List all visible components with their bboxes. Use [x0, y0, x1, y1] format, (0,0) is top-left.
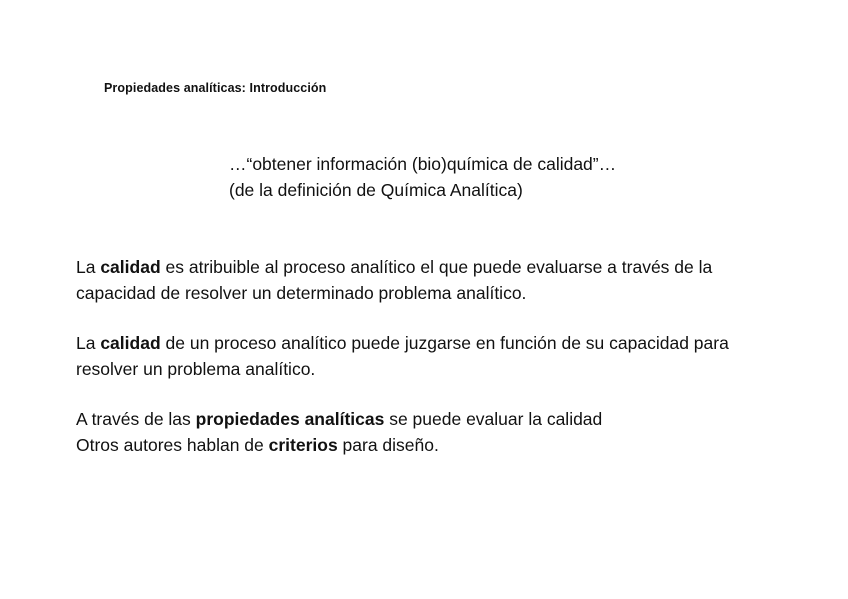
quote-text: …“obtener información (bio)química de calidad”… [229, 154, 617, 174]
paragraph-line: resolver un problema analítico. [76, 359, 316, 379]
text-span: es atribuible al proceso analítico el que puede evaluarse a través de la [160, 257, 713, 277]
text-span: se puede evaluar la calidad [384, 409, 603, 429]
body-text [76, 254, 816, 482]
paragraph-quality-judgement [76, 330, 816, 382]
paragraph-line [76, 254, 816, 280]
bold-term-criterios: criterios [268, 435, 338, 455]
text-span: para diseño. [337, 435, 439, 455]
text-span: A través de las [76, 409, 196, 429]
paragraph-line [76, 432, 816, 458]
quote-source: (de la definición de Química Analítica) [229, 180, 523, 200]
definition-quote [229, 151, 616, 203]
bold-term-propiedades-analiticas: propiedades analíticas [195, 409, 385, 429]
text-span: La [76, 333, 101, 353]
bold-term-calidad: calidad [100, 257, 161, 277]
text-span: La [76, 257, 101, 277]
paragraph-line [76, 406, 816, 432]
text-span: de un proceso analítico puede juzgarse en función de su capacidad para [160, 333, 729, 353]
slide-heading: Propiedades analíticas: Introducción [104, 81, 327, 95]
paragraph-analytical-properties [76, 406, 816, 458]
paragraph-line: capacidad de resolver un determinado problema analítico. [76, 283, 527, 303]
text-span: Otros autores hablan de [76, 435, 269, 455]
bold-term-calidad: calidad [100, 333, 161, 353]
paragraph-quality-attribution [76, 254, 816, 306]
paragraph-line [76, 330, 816, 356]
